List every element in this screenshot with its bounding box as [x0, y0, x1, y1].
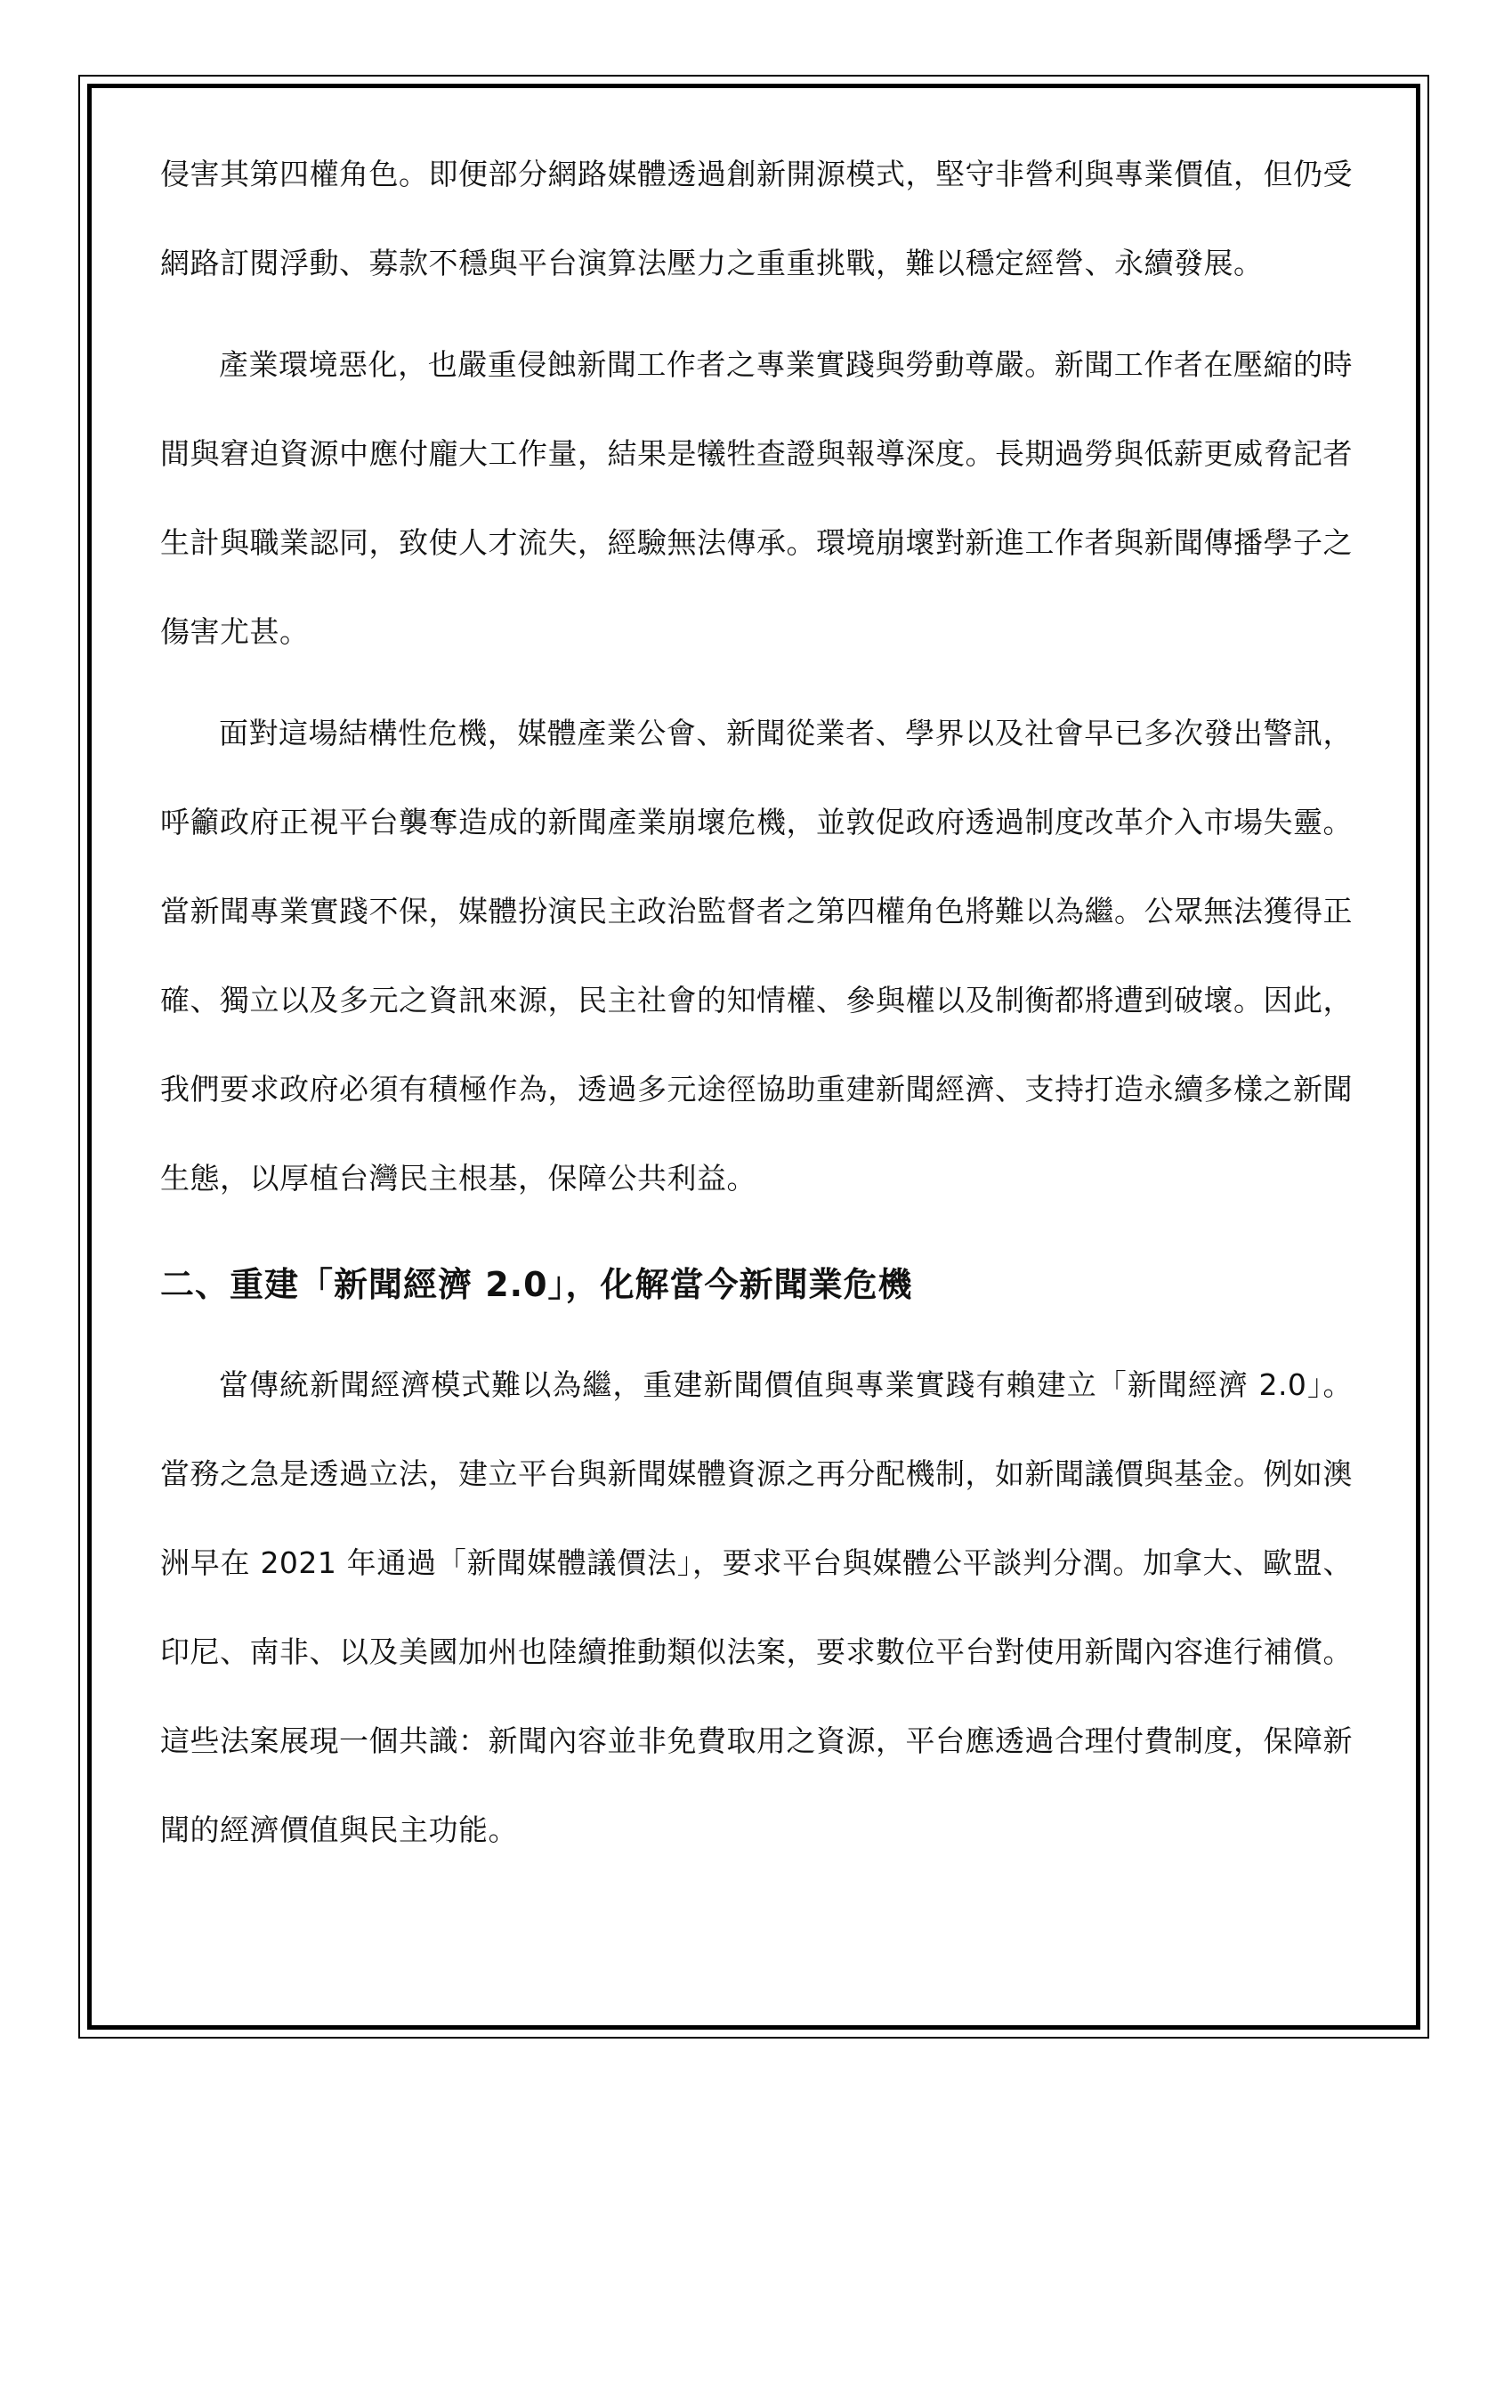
paragraph-labor: 產業環境惡化，也嚴重侵蝕新聞工作者之專業實踐與勞動尊嚴。新聞工作者在壓縮的時間與窘迫資源中應付龐大工作量，結果是犧牲查證與報導深度。長期過勞與低薪更威脅記者生計與職業認同，致使人才流失，經驗無法傳承。環境崩壞對新進工作者與新聞傳播學子之傷害尤甚。 [160, 347, 1353, 649]
paragraph-news-economy: 當傳統新聞經濟模式難以為繼，重建新聞價值與專業實踐有賴建立「新聞經濟 2.0」。當務之急是透過立法，建立平台與新聞媒體資源之再分配機制，如新聞議價與基金。例如澳洲早在 2021 年通過「新聞媒體議價法」，要求平台與媒體公平談判分潤。加拿大、歐盟、印尼、南非、以及美國加州也陸續推動類似法案，要求數位平台對使用新聞內容進行補償。這些法案展現一個共識：新聞內容並非免費取用之資源，平台應透過合理付費制度，保障新聞的經濟價值與民主功能。 [160, 1367, 1353, 1847]
paragraph-continuation: 侵害其第四權角色。即便部分網路媒體透過創新開源模式，堅守非營利與專業價值，但仍受網路訂閱浮動、募款不穩與平台演算法壓力之重重挑戰，難以穩定經營、永續發展。 [160, 157, 1353, 280]
section-heading: 二、重建「新聞經濟 2.0」，化解當今新聞業危機 [160, 1265, 913, 1304]
paragraph-crisis: 面對這場結構性危機，媒體產業公會、新聞從業者、學界以及社會早已多次發出警訊，呼籲政府正視平台襲奪造成的新聞產業崩壞危機，並敦促政府透過制度改革介入市場失靈。當新聞專業實踐不保，媒體扮演民主政治監督者之第四權角色將難以為繼。公眾無法獲得正確、獨立以及多元之資訊來源，民主社會的知情權、參與權以及制衡都將遭到破壞。因此，我們要求政府必須有積極作為，透過多元途徑協助重建新聞經濟、支持打造永續多樣之新聞生態，以厚植台灣民主根基，保障公共利益。 [160, 716, 1353, 1196]
document-body [160, 130, 1353, 1875]
